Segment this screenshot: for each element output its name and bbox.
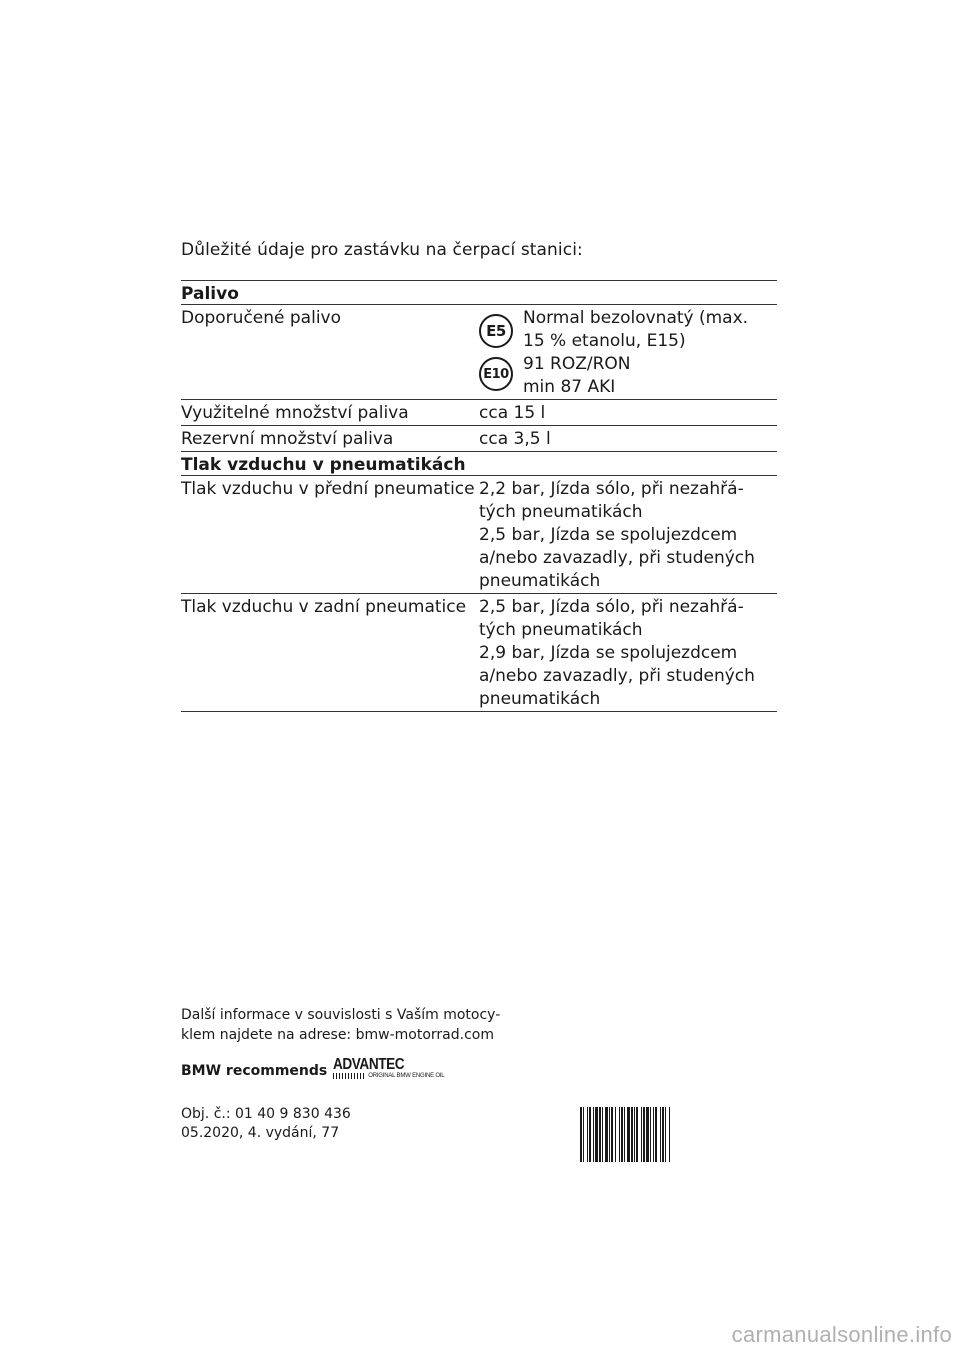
recommended-fuel-value — [479, 307, 777, 399]
table-row-reserve-fuel — [181, 426, 777, 452]
rear-tire-line-4: a/nebo zavazadly, při studených — [479, 666, 755, 686]
fuel-line-3: 91 ROZ/RON — [523, 354, 631, 374]
front-tire-line-5: pneumatikách — [479, 571, 601, 591]
fuel-line-2: 15 % etanolu, E15) — [523, 331, 686, 351]
front-tire-line-2: tých pneumatikách — [479, 502, 643, 522]
front-tire-line-4: a/nebo zavazadly, při studených — [479, 548, 755, 568]
intro-heading: Důležité údaje pro zastávku na čerpací stanici: — [181, 240, 583, 260]
front-tire-line-1: 2,2 bar, Jízda sólo, při nezahřá- — [479, 479, 744, 499]
footer-info-line-2: klem najdete na adrese: bmw-motorrad.com — [181, 1027, 494, 1043]
footer-info-line-1: Další informace v souvislosti s Vaším motocy- — [181, 1007, 501, 1023]
section-tire-title: Tlak vzduchu v pneumatikách — [181, 452, 777, 476]
front-tire-value — [479, 478, 777, 593]
table-row-usable-fuel — [181, 400, 777, 426]
advantec-logo — [333, 1057, 444, 1079]
e10-fuel-icon: E10 — [479, 357, 513, 391]
table-row-front-tire — [181, 476, 777, 594]
fuel-line-4: min 87 AKI — [523, 377, 616, 397]
watermark: carmanualsonline.info — [731, 1322, 952, 1347]
rear-tire-line-5: pneumatikách — [479, 689, 601, 709]
section-fuel-title: Palivo — [181, 280, 777, 305]
edition-info: 05.2020, 4. vydání, 77 — [181, 1125, 340, 1141]
table-row-recommended-fuel — [181, 305, 777, 400]
front-tire-label: Tlak vzduchu v přední pneumatice — [181, 479, 475, 499]
table-row-rear-tire — [181, 594, 777, 712]
advantec-logo-subtitle: ORIGINAL BMW ENGINE OIL — [368, 1073, 445, 1079]
fuel-line-1: Normal bezolovnatý (max. — [523, 308, 749, 328]
advantec-logo-word: ADVANTEC — [333, 1056, 405, 1073]
order-number: Obj. č.: 01 40 9 830 436 — [181, 1106, 351, 1122]
rear-tire-line-3: 2,9 bar, Jízda se spolujezdcem — [479, 643, 738, 663]
e5-fuel-icon: E5 — [479, 314, 513, 348]
reserve-fuel-label: Rezervní množství paliva — [181, 429, 394, 449]
barcode-gap — [670, 1107, 672, 1162]
footer-info — [181, 1005, 541, 1045]
usable-fuel-value: cca 15 l — [479, 403, 546, 423]
usable-fuel-label: Využitelné množství paliva — [181, 403, 409, 423]
advantec-logo-sub — [333, 1073, 444, 1079]
recommended-fuel-label: Doporučené palivo — [181, 308, 342, 328]
logo-ticks-icon — [333, 1073, 365, 1079]
rear-tire-line-2: tých pneumatikách — [479, 620, 643, 640]
rear-tire-label: Tlak vzduchu v zadní pneumatice — [181, 597, 467, 617]
barcode-icon — [580, 1107, 777, 1162]
rear-tire-line-1: 2,5 bar, Jízda sólo, při nezahřá- — [479, 597, 744, 617]
order-info — [181, 1105, 351, 1143]
bmw-recommends — [181, 1057, 444, 1079]
reserve-fuel-value: cca 3,5 l — [479, 429, 551, 449]
rear-tire-value — [479, 596, 777, 711]
recommends-label: BMW recommends — [181, 1063, 328, 1079]
spec-table — [181, 280, 777, 712]
front-tire-line-3: 2,5 bar, Jízda se spolujezdcem — [479, 525, 738, 545]
